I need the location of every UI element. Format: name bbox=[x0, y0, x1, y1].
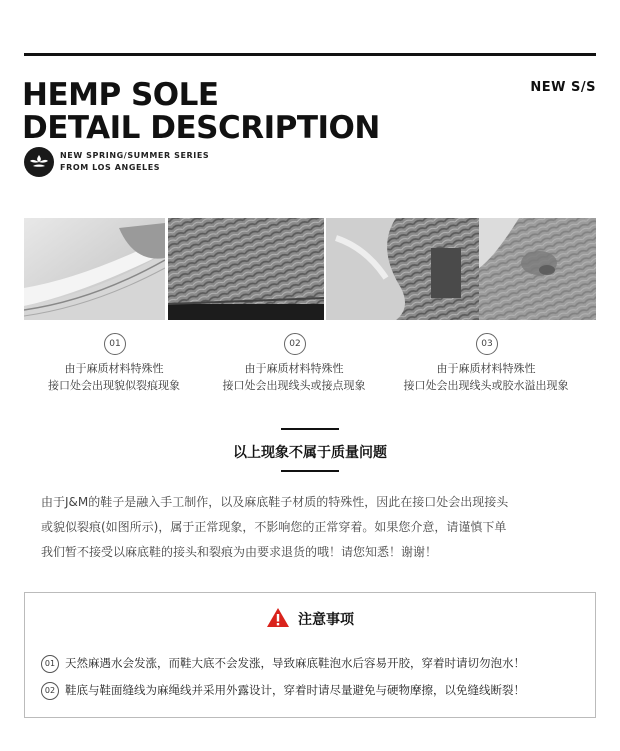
detail-caption-1 bbox=[14, 360, 214, 394]
warning-icon bbox=[266, 607, 290, 632]
notice-number-2: 02 bbox=[41, 682, 59, 700]
series-line-2: FROM LOS ANGELES bbox=[60, 163, 161, 172]
detail-caption-2-line1: 由于麻质材料特殊性 bbox=[244, 362, 344, 375]
top-divider bbox=[24, 53, 596, 56]
headline-top-rule bbox=[281, 428, 339, 430]
series-subtitle bbox=[60, 150, 209, 174]
explanation-line-2: 或貌似裂痕(如图所示)，属于正常现象，不影响您的正常穿着。如果您介意，请谨慎下单 bbox=[41, 520, 507, 534]
explanation-line-3: 我们暂不接受以麻底鞋的接头和裂痕为由要求退货的哦！请您知悉！谢谢！ bbox=[41, 545, 438, 559]
notice-number-1: 01 bbox=[41, 655, 59, 673]
detail-photo-strip bbox=[24, 218, 596, 320]
page-title-line1: HEMP SOLE bbox=[22, 77, 219, 113]
detail-caption-1-line2: 接口处会出现貌似裂痕现象 bbox=[48, 379, 180, 392]
notice-item-1 bbox=[41, 655, 525, 673]
detail-caption-2-line2: 接口处会出现线头或接点现象 bbox=[222, 379, 366, 392]
detail-number-1: 01 bbox=[104, 333, 126, 355]
detail-photo-3 bbox=[326, 218, 480, 320]
detail-photo-4 bbox=[479, 218, 596, 320]
detail-caption-3 bbox=[386, 360, 586, 394]
detail-caption-2 bbox=[194, 360, 394, 394]
notice-header bbox=[25, 607, 595, 632]
page-title-line2: DETAIL DESCRIPTION bbox=[22, 110, 380, 146]
detail-caption-3-line2: 接口处会出现线头或胶水溢出现象 bbox=[403, 379, 569, 392]
notice-item-2 bbox=[41, 682, 525, 700]
season-tag: NEW S/S bbox=[530, 80, 596, 95]
detail-photo-2 bbox=[168, 218, 324, 320]
detail-caption-3-line1: 由于麻质材料特殊性 bbox=[436, 362, 536, 375]
notice-box bbox=[24, 592, 596, 718]
headline-bottom-rule bbox=[281, 470, 339, 472]
quality-headline: 以上现象不属于质量问题 bbox=[233, 445, 387, 461]
notice-text-2: 鞋底与鞋面缝线为麻绳线并采用外露设计，穿着时请尽量避免与硬物摩擦，以免缝线断裂！ bbox=[65, 683, 525, 697]
detail-number-3: 03 bbox=[476, 333, 498, 355]
explanation-line-1: 由于J&M的鞋子是融入手工制作，以及麻底鞋子材质的特殊性，因此在接口处会出现接头 bbox=[41, 495, 509, 509]
detail-photo-1 bbox=[24, 218, 165, 320]
notice-text-1: 天然麻遇水会发涨，而鞋大底不会发涨，导致麻底鞋泡水后容易开胶，穿着时请切勿泡水！ bbox=[65, 656, 525, 670]
series-line-1: NEW SPRING/SUMMER SERIES bbox=[60, 151, 210, 160]
detail-number-2: 02 bbox=[284, 333, 306, 355]
brand-logo-icon bbox=[24, 147, 54, 177]
detail-caption-1-line1: 由于麻质材料特殊性 bbox=[64, 362, 164, 375]
notice-title: 注意事项 bbox=[298, 612, 354, 628]
